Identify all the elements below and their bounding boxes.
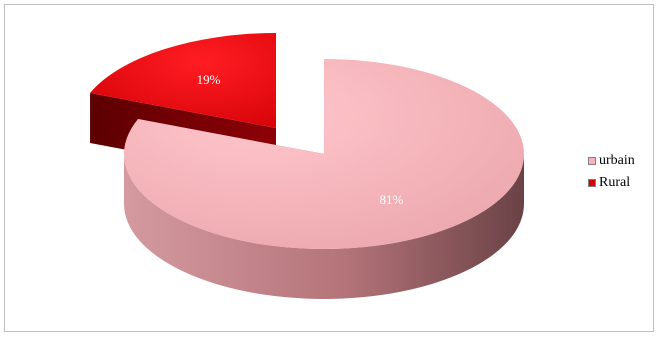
legend-label-urbain: urbain <box>599 153 635 168</box>
pie-rural-data-label: 19% <box>196 71 221 87</box>
legend-item-rural <box>588 172 635 194</box>
legend <box>588 150 635 194</box>
legend-swatch-rural <box>588 179 596 187</box>
pie-urbain-data-label: 81% <box>379 192 404 208</box>
legend-item-urbain <box>588 150 635 172</box>
legend-swatch-urbain <box>588 157 596 165</box>
legend-label-rural: Rural <box>599 175 631 190</box>
